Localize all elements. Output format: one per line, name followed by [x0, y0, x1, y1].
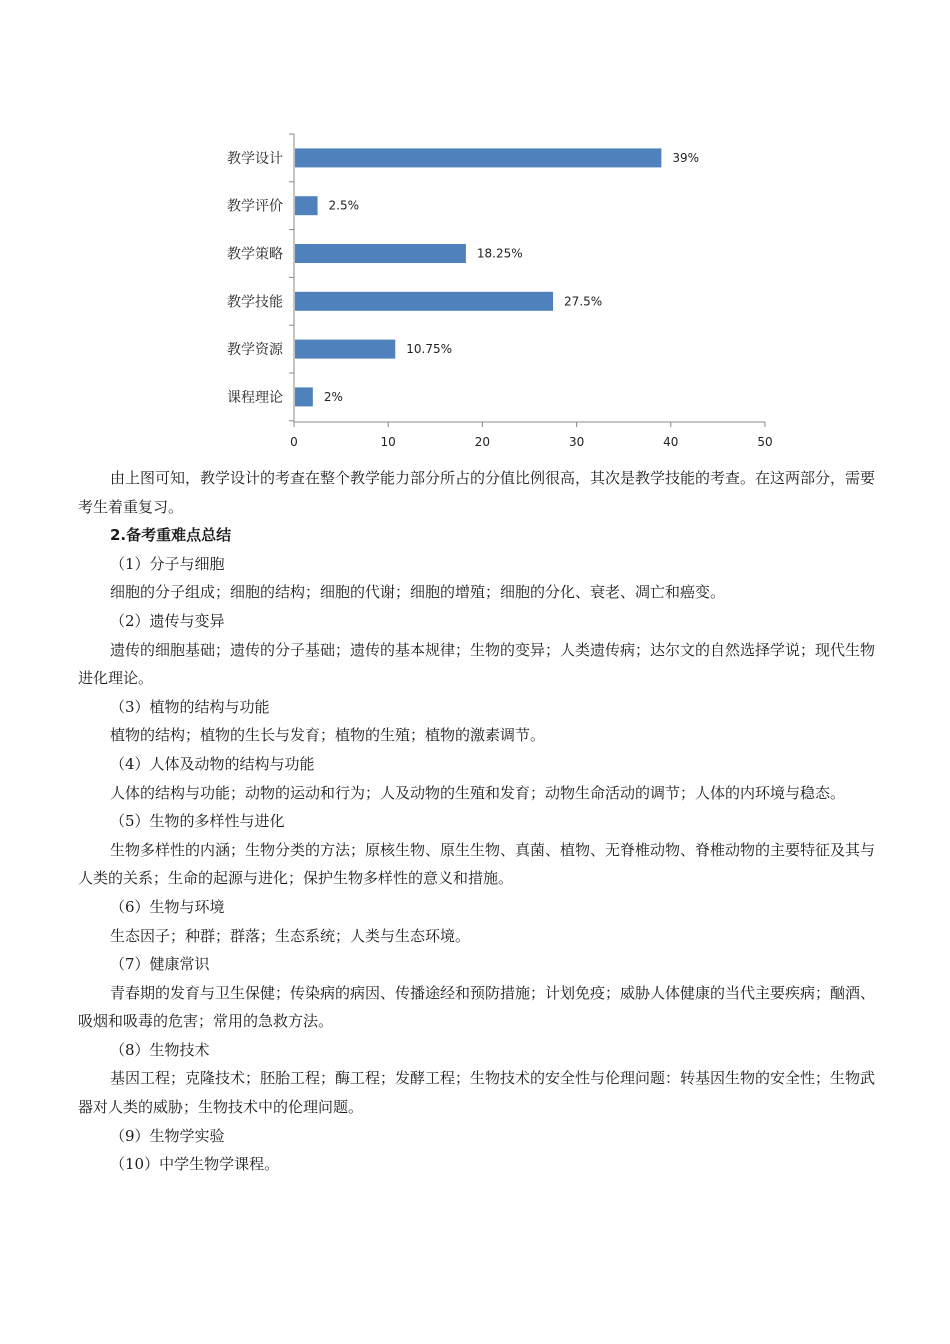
subsection-body: 生态因子；种群；群落；生态系统；人类与生态环境。	[110, 926, 471, 945]
subsection-body: 植物的结构；植物的生长与发育；植物的生殖；植物的激素调节。	[110, 726, 546, 745]
subsection-body: 基因工程；克隆技术；胚胎工程；酶工程；发酵工程；生物技术的安全性与伦理问题：转基因生物的安全性；生物武器对人类的威胁；生物技术中的伦理问题。	[78, 1069, 876, 1117]
bar	[295, 244, 466, 263]
subsection-title: （7）健康常识	[110, 955, 210, 974]
category-label: 教学策略	[227, 246, 283, 263]
intro-paragraph: 由上图可知，教学设计的考查在整个教学能力部分所占的分值比例很高，其次是教学技能的考查。在这两部分，需要考生着重复习。	[78, 469, 876, 516]
bar	[295, 292, 553, 311]
category-label: 教学设计	[227, 150, 283, 167]
subsection-title: （8）生物技术	[110, 1040, 210, 1059]
subsection-title: （5）生物的多样性与进化	[110, 812, 285, 831]
subsection-body: 人体的结构与功能；动物的运动和行为；人及动物的生殖和发育；动物生命活动的调节；人体的内环境与稳态。	[110, 783, 846, 802]
data-label: 2%	[323, 389, 343, 404]
category-label: 教学评价	[227, 198, 283, 215]
bar	[295, 387, 313, 406]
category-label: 教学资源	[227, 342, 283, 359]
subsection-body: 细胞的分子组成；细胞的结构；细胞的代谢；细胞的增殖；细胞的分化、衰老、凋亡和癌变。	[110, 583, 726, 602]
category-label: 教学技能	[227, 294, 283, 311]
subsection-title: （10）中学生物学课程。	[110, 1155, 280, 1174]
x-tick-label: 40	[663, 435, 679, 449]
data-label: 10.75%	[406, 342, 453, 357]
section-heading: 2.备考重难点总结	[110, 526, 232, 545]
x-tick-label: 30	[568, 435, 585, 449]
subsection-title: （1）分子与细胞	[110, 554, 225, 573]
subsection-title: （6）生物与环境	[110, 897, 225, 916]
document-body	[78, 464, 883, 1179]
category-label: 课程理论	[227, 389, 283, 406]
bar	[295, 148, 661, 167]
bar-chart	[190, 120, 790, 460]
subsection-body: 青春期的发育与卫生保健；传染病的病因、传播途经和预防措施；计划免疫；威胁人体健康的当代主要疾病；酗酒、吸烟和吸毒的危害；常用的急救方法。	[78, 983, 876, 1031]
subsection-title: （4）人体及动物的结构与功能	[110, 754, 315, 773]
subsection-body: 遗传的细胞基础；遗传的分子基础；遗传的基本规律；生物的变异；人类遗传病；达尔文的自然选择学说；现代生物进化理论。	[78, 640, 876, 688]
bar	[295, 340, 395, 359]
x-tick-label: 10	[380, 435, 396, 449]
subsection-title: （3）植物的结构与功能	[110, 697, 270, 716]
data-label: 2.5%	[328, 198, 360, 213]
data-label: 18.25%	[476, 246, 523, 261]
data-label: 27.5%	[564, 294, 603, 309]
bar	[295, 196, 318, 215]
subsection-title: （2）遗传与变异	[110, 611, 225, 630]
data-label: 39%	[672, 150, 700, 165]
x-tick-label: 20	[474, 435, 491, 449]
x-tick-label: 50	[757, 435, 773, 449]
x-tick-label: 0	[290, 435, 298, 449]
subsection-title: （9）生物学实验	[110, 1126, 225, 1145]
subsection-body: 生物多样性的内涵；生物分类的方法；原核生物、原生生物、真菌、植物、无脊椎动物、脊椎动物的主要特征及其与人类的关系；生命的起源与进化；保护生物多样性的意义和措施。	[78, 840, 876, 888]
